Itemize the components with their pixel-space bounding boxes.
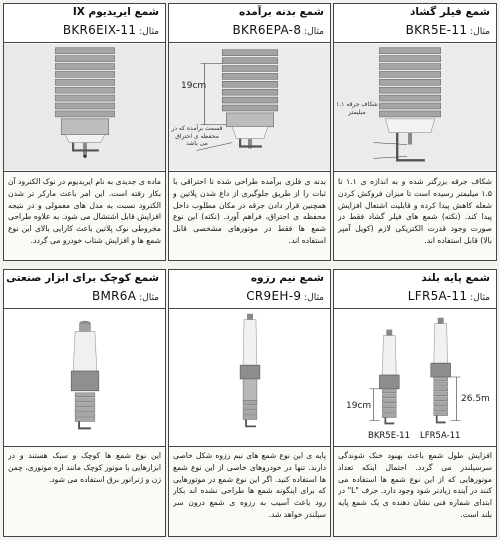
example-label: مثال: — [470, 27, 490, 37]
card-header — [334, 270, 496, 309]
plug-code: BKR6EPA-8 — [232, 23, 302, 37]
card-example — [173, 23, 324, 37]
card-example — [8, 289, 159, 303]
card-title: شمع نیم رزوه — [250, 272, 324, 284]
short-reach-dimension: 19cm — [346, 401, 372, 411]
card-header — [4, 270, 165, 309]
card-description: افزایش طول شمع باعث بهبود خنک شوندگی سرسیلندر می گردد. احتمال اینکه تعداد موتورهایی که از این نوع شمع ها استفاده می کنند در آینده زیادتر شود وجود دارد. حرف "L" در ابتدای شماره فنی نشان دهنده ی یک شمع پایه بلند است. — [338, 451, 492, 519]
card-description: شکاف جرقه بزرگتر شده و به اندازه ی ۱.۱ تا ۱.۵ میلیمتر رسیده است تا میزان فروکش کردن شعله کاهش پیدا کرده و قابلیت اشتعال افزایش پیدا کند. (نکته) شمع های فیلر گشاد فقط در صورت وجود قدرت الکتریکی لازم (کویل آمپر بالا) قابل استفاده اند. — [338, 177, 492, 245]
card-example — [338, 289, 490, 303]
plug-code: LFR5A-11 — [407, 289, 468, 303]
thread-length-label: 19cm — [181, 81, 207, 91]
projected-plug-image — [169, 43, 330, 171]
card-half-thread-plug — [168, 269, 331, 537]
example-label: مثال: — [304, 293, 324, 303]
small-engine-plug-image — [4, 309, 165, 446]
plug-code: BKR6EIX-11 — [62, 23, 137, 37]
plug-photo-small-engine — [4, 309, 165, 447]
card-header — [169, 4, 330, 43]
card-wide-gap-plug — [333, 3, 497, 261]
plug-photo-wide-gap — [334, 43, 496, 172]
gap-annotation: شکاف جرقه ۱.۱ میلیمتر — [336, 101, 378, 116]
caption-standard-plug: BKR5E-11 — [368, 431, 410, 441]
plug-photo-half-thread — [169, 309, 330, 447]
plug-photo-projected — [169, 43, 330, 172]
card-small-engine-plug — [3, 269, 166, 537]
example-label: مثال: — [470, 293, 490, 303]
card-projected-plug — [168, 3, 331, 261]
card-header — [4, 4, 165, 43]
long-reach-comparison-image — [334, 309, 496, 446]
card-example — [173, 289, 324, 303]
projection-annotation: قسمت برآمده که در محفظه ی احتراق می باشد — [171, 125, 223, 147]
plug-code: BKR5E-11 — [405, 23, 468, 37]
card-header — [169, 270, 330, 309]
example-label: مثال: — [304, 27, 324, 37]
half-thread-plug-image — [169, 309, 330, 446]
card-example — [338, 23, 490, 37]
card-title: شمع کوچک برای ابزار صنعتی — [6, 272, 159, 284]
long-reach-dimension: 26.5m — [461, 394, 490, 404]
card-description: بدنه ی فلزی برآمده طراحی شده تا احتراقی با ثبات را از طریق جلوگیری از داغ شدن پلاتین و همچنین قرار دادن جرقه در مکان مطلوب داخل محفظه ی احتراق، فراهم آورد. (نکته) این نوع شمع ها فقط در موتورهای مشخصی قابل استفاده اند. — [173, 177, 326, 245]
plug-photo-iridium — [4, 43, 165, 172]
card-example — [8, 23, 159, 37]
example-label: مثال: — [139, 27, 159, 37]
card-title: شمع پایه بلند — [421, 272, 490, 284]
plug-cards-grid — [3, 3, 497, 537]
card-long-reach-plug — [333, 269, 497, 537]
card-iridium-plug — [3, 3, 166, 261]
card-description: پایه ی این نوع شمع های نیم رزوه شکل خاصی دارند. تنها در خودروهای خاصی از این نوع شمع ها استفاده کنید. اگر این نوع شمع در موتورهایی که برای اینگونه شمع ها طراحی نشده اند بکار رود باعث آسیب به رزوه ی شمع درون سر سیلندر خواهد شد. — [173, 451, 326, 519]
caption-long-reach-plug: LFR5A-11 — [420, 431, 461, 441]
plug-code: BMR6A — [91, 289, 137, 303]
plug-photo-long-reach — [334, 309, 496, 447]
card-title: شمع بدنه برآمده — [238, 6, 324, 18]
plug-code: CR9EH-9 — [246, 289, 302, 303]
card-description: ماده ی جدیدی به نام ایریدیوم در نوک الکترود آن بکار رفته است. این امر باعث مارکر تر شدن الکترود نسبت به مدل های معمولی و در نتیجه افزایش قابل اشتشال می شود. به علاوه طراحی مخروطی نوک پلاتین باعث کارایی بالای این نوع شمع ها و افزایش شتاب خودرو می گردد. — [8, 177, 161, 245]
card-title: شمع فیلر گشاد — [410, 6, 490, 18]
example-label: مثال: — [139, 293, 159, 303]
card-header — [334, 4, 496, 43]
iridium-plug-image — [4, 43, 165, 171]
card-title: شمع ایریدیوم IX — [72, 6, 159, 18]
card-description: این نوع شمع ها کوچک و سبک هستند و در ابزارهایی با موتور کوچک مانند اره موتوری، چمن زن و ژنراتور برق استفاده می شود. — [8, 451, 161, 484]
